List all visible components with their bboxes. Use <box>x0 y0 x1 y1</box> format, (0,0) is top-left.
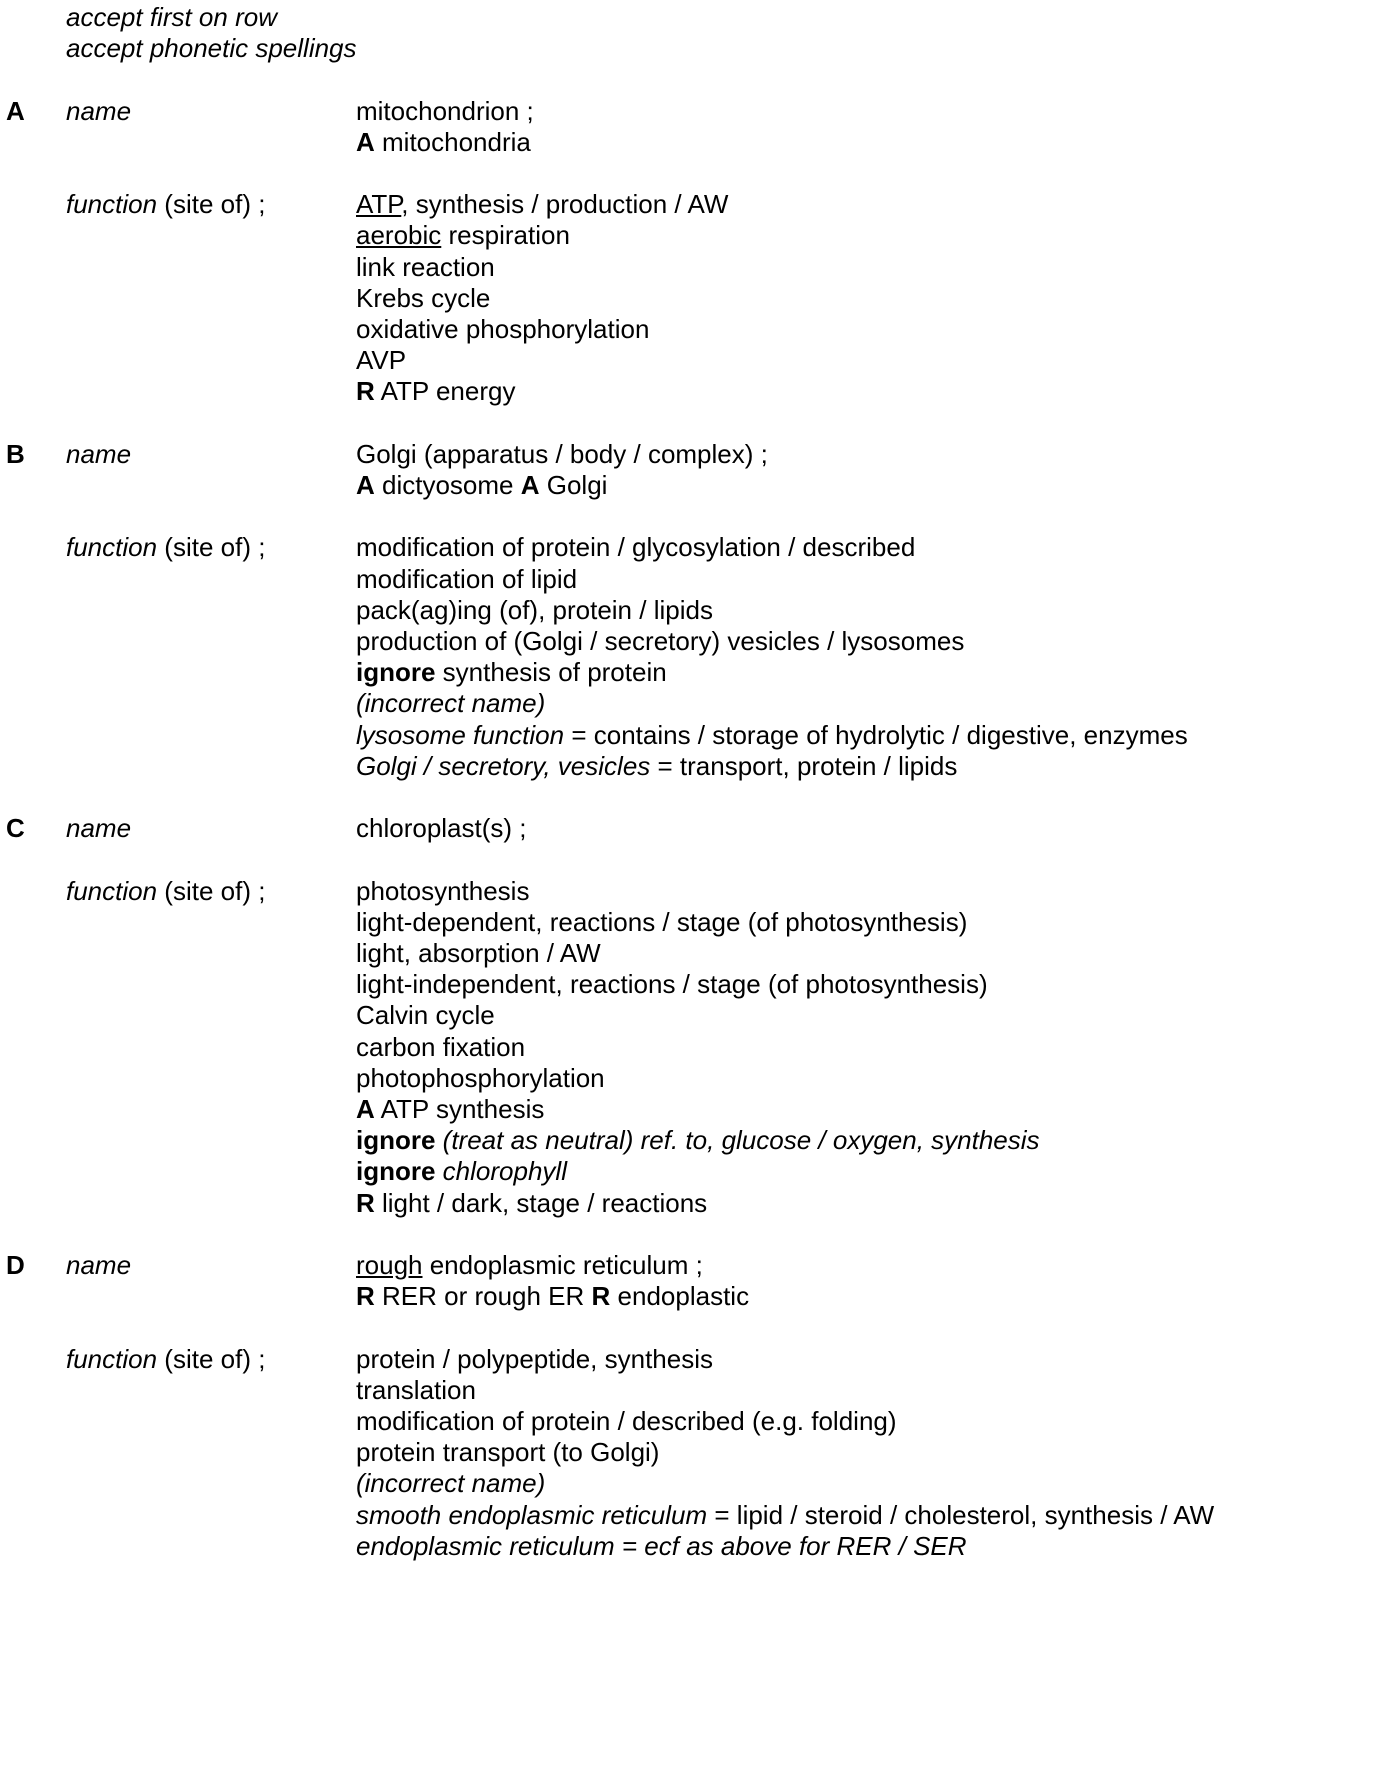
function-label <box>66 532 265 562</box>
answer-line <box>356 1125 1040 1155</box>
text-run: Golgi / secretory, vesicles <box>356 750 651 781</box>
instruction-line: accept phonetic spellings <box>66 33 357 64</box>
answer-line <box>356 751 957 781</box>
answer-line <box>356 657 667 687</box>
answer-line <box>356 470 607 500</box>
answer-line <box>356 938 601 968</box>
text-run: endoplasmic reticulum ; <box>422 1250 703 1280</box>
answer-line <box>356 876 529 906</box>
text-run: synthesis of protein <box>435 657 667 688</box>
answer-line <box>356 564 577 594</box>
text-run: rough <box>356 1250 423 1280</box>
answer-line <box>356 720 1188 750</box>
text-run: pack(ag)ing (of), protein / lipids <box>356 594 713 625</box>
text-run: photosynthesis <box>356 875 530 906</box>
text-run: lysosome function <box>356 719 565 750</box>
section-letter: D <box>6 1250 25 1280</box>
text-run: ignore <box>356 657 436 688</box>
answer-line <box>356 532 915 562</box>
name-label <box>66 96 131 126</box>
answer-line <box>356 813 527 843</box>
function-label-suffix: (site of) ; <box>157 875 266 906</box>
answer-line <box>356 1250 703 1280</box>
answer-line <box>356 252 495 282</box>
text-run: respiration <box>441 220 570 251</box>
answer-line <box>356 96 534 126</box>
text-run: dictyosome <box>374 470 521 500</box>
text-run: A <box>356 126 375 157</box>
text-run: ignore <box>356 1125 436 1156</box>
answer-line <box>356 1094 544 1124</box>
text-run: smooth endoplasmic reticulum <box>356 1499 708 1530</box>
text-run: ATP synthesis <box>374 1094 545 1124</box>
name-label <box>66 439 131 469</box>
answer-line <box>356 907 967 937</box>
answer-line <box>356 345 406 375</box>
text-run: oxidative phosphorylation <box>356 314 650 344</box>
answer-line <box>356 1375 476 1405</box>
answer-line <box>356 1500 1214 1530</box>
text-run: ATP <box>356 189 402 220</box>
text-run: aerobic <box>356 220 442 251</box>
function-label <box>66 189 265 219</box>
answer-line <box>356 1437 659 1467</box>
answer-line <box>356 220 570 250</box>
text-run: R <box>356 1187 375 1218</box>
text-run: modification of lipid <box>356 563 578 594</box>
answer-line <box>356 1188 707 1218</box>
function-label-suffix: (site of) ; <box>157 1343 266 1374</box>
answer-line <box>356 314 649 344</box>
section-letter: C <box>6 813 25 844</box>
answer-line <box>356 1281 749 1311</box>
text-run: Golgi (apparatus / body / complex) ; <box>356 438 768 469</box>
name-label <box>66 813 131 843</box>
function-label-text: function <box>66 189 158 220</box>
text-run: (treat as neutral) ref. to, glucose / oxygen, synthesis <box>435 1125 1040 1156</box>
text-run: mitochondrion ; <box>356 95 534 126</box>
function-label <box>66 876 265 906</box>
text-run: RER or rough ER <box>374 1281 592 1312</box>
answer-line <box>356 127 531 157</box>
text-run: endoplasmic reticulum = ecf as above for RER / SER <box>356 1530 967 1561</box>
text-run: link reaction <box>356 251 495 282</box>
function-label-suffix: (site of) ; <box>157 189 266 220</box>
text-run: mitochondria <box>374 126 531 157</box>
answer-line <box>356 1000 495 1030</box>
text-run: Golgi <box>539 470 608 500</box>
text-run: ATP energy <box>374 376 516 407</box>
text-run: A <box>520 470 540 500</box>
section-letter: B <box>6 438 25 469</box>
text-run: = lipid / steroid / cholesterol, synthesis / AW <box>707 1499 1215 1530</box>
name-label-text: name <box>66 95 132 126</box>
text-run: R <box>356 376 375 407</box>
answer-line <box>356 1344 713 1374</box>
name-label <box>66 1250 131 1280</box>
text-run: production of (Golgi / secretory) vesicles / lysosomes <box>356 626 965 656</box>
instruction-line: accept first on row <box>66 2 277 32</box>
answer-line <box>356 626 964 656</box>
text-run: R <box>356 1281 375 1312</box>
text-run: Krebs cycle <box>356 282 491 313</box>
answer-line <box>356 1406 897 1436</box>
text-run: modification of protein / glycosylation / described <box>356 532 916 563</box>
text-run: Calvin cycle <box>356 1000 495 1031</box>
answer-line <box>356 969 988 999</box>
answer-line <box>356 595 713 625</box>
text-run: light / dark, stage / reactions <box>374 1187 708 1218</box>
text-run: photophosphorylation <box>356 1062 605 1093</box>
text-run: protein transport (to Golgi) <box>356 1437 660 1468</box>
text-run: carbon fixation <box>356 1031 526 1062</box>
name-label-text: name <box>66 438 132 469</box>
function-label-text: function <box>66 875 158 906</box>
text-run: protein / polypeptide, synthesis <box>356 1343 713 1374</box>
text-run: chloroplast(s) ; <box>356 813 527 844</box>
answer-line <box>356 1531 967 1561</box>
answer-line <box>356 189 728 219</box>
text-run: translation <box>356 1374 476 1405</box>
text-run: endoplastic <box>610 1281 750 1312</box>
function-label <box>66 1344 265 1374</box>
text-run: , synthesis / production / AW <box>401 189 729 220</box>
text-run: modification of protein / described (e.g. folding) <box>356 1406 897 1436</box>
answer-line <box>356 283 490 313</box>
answer-line <box>356 1156 567 1186</box>
function-label-suffix: (site of) ; <box>157 532 266 563</box>
function-label-text: function <box>66 1343 158 1374</box>
text-run: light, absorption / AW <box>356 938 601 968</box>
text-run: (incorrect name) <box>356 1468 546 1499</box>
text-run: AVP <box>356 345 407 376</box>
text-run: R <box>591 1281 611 1312</box>
text-run: (incorrect name) <box>356 688 546 719</box>
text-run: A <box>356 1094 375 1124</box>
text-run: light-independent, reactions / stage (of photosynthesis) <box>356 969 988 1000</box>
name-label-text: name <box>66 1250 132 1280</box>
answer-line <box>356 688 545 718</box>
answer-line <box>356 1468 545 1498</box>
answer-line <box>356 1032 525 1062</box>
text-run: chlorophyll <box>435 1156 567 1187</box>
text-run: ignore <box>356 1156 436 1187</box>
text-run: = contains / storage of hydrolytic / digestive, enzymes <box>564 719 1188 750</box>
section-letter: A <box>6 95 25 126</box>
function-label-text: function <box>66 532 158 563</box>
text-run: A <box>356 470 375 500</box>
answer-line <box>356 1063 605 1093</box>
answer-line <box>356 439 768 469</box>
answer-line <box>356 376 515 406</box>
text-run: light-dependent, reactions / stage (of photosynthesis) <box>356 906 968 937</box>
text-run: = transport, protein / lipids <box>650 750 958 781</box>
name-label-text: name <box>66 813 132 844</box>
